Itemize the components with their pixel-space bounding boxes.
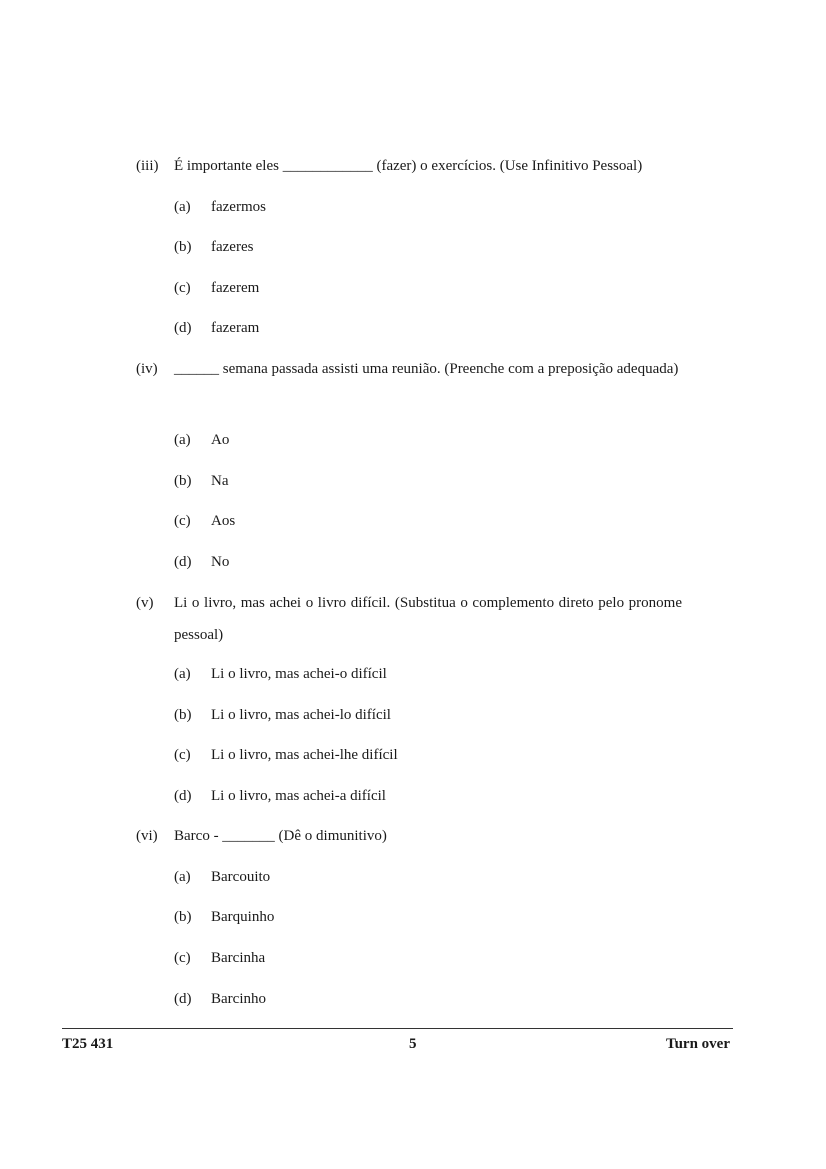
option-text: No	[211, 554, 230, 570]
option-letter: (a)	[174, 432, 191, 448]
option-text: Barcinho	[211, 991, 266, 1007]
option-text: fazeram	[211, 320, 260, 336]
option-letter: (b)	[174, 473, 192, 489]
question-number: (v)	[136, 595, 154, 611]
option-letter: (d)	[174, 788, 192, 804]
turn-over-label: Turn over	[665, 1036, 730, 1052]
option-text: Li o livro, mas achei-lo difícil	[211, 707, 391, 723]
option-text: Barcouito	[211, 869, 271, 885]
option-letter: (a)	[174, 869, 191, 885]
option-text: fazermos	[211, 199, 266, 215]
question-number: (vi)	[136, 828, 158, 844]
option-letter: (c)	[174, 747, 191, 763]
option-text: Aos	[211, 513, 236, 529]
question-number: (iv)	[136, 361, 158, 377]
option-letter: (a)	[174, 199, 191, 215]
option-text: fazeres	[211, 239, 254, 255]
option-text: Li o livro, mas achei-lhe difícil	[211, 747, 398, 763]
option-letter: (c)	[174, 280, 191, 296]
option-text: Li o livro, mas achei-o difícil	[211, 666, 387, 682]
option-letter: (d)	[174, 991, 192, 1007]
option-text: Ao	[211, 432, 230, 448]
option-text: Barquinho	[211, 909, 275, 925]
option-letter: (d)	[174, 554, 192, 570]
option-letter: (b)	[174, 909, 192, 925]
question-text: Barco - _______ (Dê o dimunitivo)	[174, 828, 387, 844]
question-text: ______ semana passada assisti uma reunião. (Preenche com a preposição adequada)	[174, 361, 679, 377]
question-number: (iii)	[136, 158, 159, 174]
option-letter: (c)	[174, 513, 191, 529]
option-letter: (d)	[174, 320, 192, 336]
option-letter: (c)	[174, 950, 191, 966]
question-text: É importante eles ____________ (fazer) o exercícios. (Use Infinitivo Pessoal)	[174, 158, 643, 174]
footer-rule	[62, 1028, 733, 1029]
option-letter: (b)	[174, 239, 192, 255]
paper-code: T25 431	[62, 1036, 114, 1052]
option-text: Li o livro, mas achei-a difícil	[211, 788, 386, 804]
option-text: Barcinha	[211, 950, 266, 966]
option-letter: (a)	[174, 666, 191, 682]
question-text: Li o livro, mas achei o livro difícil. (Substitua o complemento direto pelo pronome pessoal)	[174, 595, 682, 643]
page-number: 5	[409, 1036, 417, 1052]
option-text: Na	[211, 473, 229, 489]
option-letter: (b)	[174, 707, 192, 723]
option-text: fazerem	[211, 280, 260, 296]
